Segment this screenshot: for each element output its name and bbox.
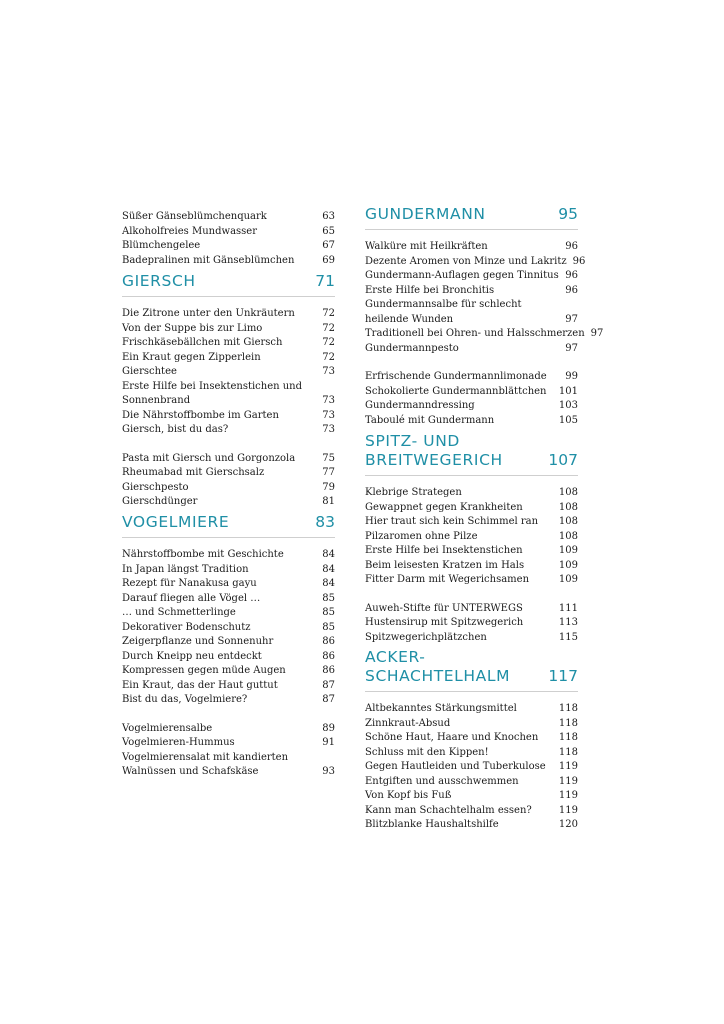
toc-entry[interactable] xyxy=(365,746,578,761)
entry-title: Süßer Gänseblümchenquark xyxy=(122,211,267,222)
toc-entry[interactable] xyxy=(122,423,335,438)
chapter-page-number: 71 xyxy=(315,272,335,290)
entry-title: Gundermannsalbe für schlecht xyxy=(365,299,522,310)
toc-entry[interactable] xyxy=(122,225,335,240)
toc-entry[interactable] xyxy=(365,731,578,746)
toc-entry-group xyxy=(122,452,335,510)
entry-title: Entgiften und ausschwemmen xyxy=(365,775,519,787)
entry-title: Die Nährstoffbombe im Garten xyxy=(122,409,279,421)
entry-page-number: 119 xyxy=(558,804,578,816)
toc-entry[interactable] xyxy=(122,336,335,351)
entry-title: Rheumabad mit Gierschsalz xyxy=(122,467,265,478)
entry-title: Erste Hilfe bei Bronchitis xyxy=(365,284,495,296)
toc-entry[interactable] xyxy=(365,370,578,385)
entry-page-number: 96 xyxy=(565,241,578,252)
entry-page-number: 93 xyxy=(322,766,335,777)
entry-title: Durch Kneipp neu entdeckt xyxy=(122,650,262,662)
chapter-title: VOGELMIERE xyxy=(122,513,230,531)
toc-section-giersch xyxy=(122,272,335,510)
entry-page-number: 118 xyxy=(558,717,578,729)
entry-page-number: 84 xyxy=(322,563,335,575)
entry-title: Altbekanntes Stärkungsmittel xyxy=(365,703,517,714)
entry-page-number: 86 xyxy=(322,665,335,676)
entry-title: Zeigerpflanze und Sonnenuhr xyxy=(122,636,274,647)
entry-title: Darauf fliegen alle Vögel … xyxy=(122,592,261,604)
entry-title: Blitzblanke Haushaltshilfe xyxy=(365,819,499,830)
entry-title: Gewappnet gegen Krankheiten xyxy=(365,501,523,513)
entry-title: Kompressen gegen müde Augen xyxy=(122,665,286,676)
toc-entry[interactable] xyxy=(365,515,578,530)
toc-entry[interactable] xyxy=(365,789,578,804)
toc-entry[interactable] xyxy=(365,804,578,819)
toc-entry[interactable] xyxy=(122,635,335,650)
entry-page-number: 73 xyxy=(322,366,335,377)
entry-title: Erfrischende Gundermannlimonade xyxy=(365,371,547,382)
entry-page-number: 73 xyxy=(322,395,335,406)
entry-title: Pasta mit Giersch und Gorgonzola xyxy=(122,452,296,464)
toc-entry[interactable] xyxy=(365,240,578,255)
toc-entry[interactable] xyxy=(122,577,335,592)
toc-entry[interactable] xyxy=(122,380,335,395)
entry-page-number: 119 xyxy=(558,775,578,787)
toc-entry[interactable] xyxy=(365,631,578,646)
toc-entry[interactable] xyxy=(365,717,578,732)
entry-title: Erste Hilfe bei Insektenstichen und xyxy=(122,380,303,392)
toc-entry[interactable] xyxy=(365,544,578,559)
entry-title: Klebrige Strategen xyxy=(365,487,462,498)
chapter-title: SPITZ- UND BREITWEGERICH xyxy=(365,432,503,469)
entry-title: … und Schmetterlinge xyxy=(122,607,236,618)
entry-title: Gundermannpesto xyxy=(365,342,459,354)
toc-entry[interactable] xyxy=(365,327,604,342)
entry-title: Gierschdünger xyxy=(122,496,198,507)
toc-entry[interactable] xyxy=(122,452,335,467)
toc-entry[interactable] xyxy=(365,818,578,833)
entry-page-number: 73 xyxy=(322,424,335,435)
block-spacer xyxy=(122,708,335,722)
entry-page-number: 75 xyxy=(322,452,335,464)
entry-title: Hustensirup mit Spitzwegerich xyxy=(365,617,524,628)
toc-entry-group xyxy=(365,370,578,428)
toc-entry[interactable] xyxy=(122,765,335,780)
entry-page-number: 77 xyxy=(322,467,335,478)
entry-page-number: 85 xyxy=(322,607,335,618)
entry-page-number: 108 xyxy=(558,530,578,542)
entry-title: Dekorativer Bodenschutz xyxy=(122,621,251,633)
chapter-heading[interactable] xyxy=(122,513,335,538)
entry-title: Kann man Schachtelhalm essen? xyxy=(365,804,532,816)
toc-entry-group xyxy=(365,602,578,646)
entry-title: Traditionell bei Ohren- und Halsschmerzen xyxy=(365,328,585,339)
toc-entry[interactable] xyxy=(365,284,578,299)
entry-page-number: 84 xyxy=(322,549,335,560)
toc-entry-group xyxy=(122,307,335,438)
toc-entry-group xyxy=(122,210,335,268)
entry-title: Vogelmierensalbe xyxy=(122,722,213,734)
entry-page-number: 108 xyxy=(558,516,578,527)
entry-title: Auweh-Stifte für UNTERWEGS xyxy=(365,602,523,614)
toc-entry-group xyxy=(365,240,604,356)
toc-entry-group xyxy=(365,486,578,588)
toc-entry[interactable] xyxy=(122,481,335,496)
toc-entry[interactable] xyxy=(365,269,578,284)
toc-entry[interactable] xyxy=(122,394,335,409)
chapter-page-number: 95 xyxy=(558,205,578,223)
toc-entry[interactable] xyxy=(365,530,578,545)
entry-page-number: 118 xyxy=(558,703,578,714)
entry-page-number: 103 xyxy=(558,400,578,411)
toc-entry[interactable] xyxy=(122,254,335,269)
toc-entry[interactable] xyxy=(122,563,335,578)
entry-page-number: 111 xyxy=(558,602,578,614)
toc-entry[interactable] xyxy=(365,602,578,617)
toc-section-spitz-und-breitwegerich xyxy=(365,432,578,645)
toc-entry[interactable] xyxy=(365,313,578,328)
toc-section-vogelmiere xyxy=(122,513,335,780)
entry-title: Gundermanndressing xyxy=(365,400,475,411)
block-spacer xyxy=(365,356,578,370)
entry-title: Frischkäsebällchen mit Giersch xyxy=(122,337,283,348)
toc-entry-group xyxy=(122,722,335,780)
chapter-page-number: 107 xyxy=(548,451,578,469)
toc-entry[interactable] xyxy=(122,548,335,563)
chapter-title: GUNDERMANN xyxy=(365,205,486,223)
entry-page-number: 81 xyxy=(322,496,335,507)
entry-title: Schluss mit den Kippen! xyxy=(365,746,489,758)
entry-page-number: 120 xyxy=(558,819,578,830)
toc-entry[interactable] xyxy=(365,414,578,429)
entry-page-number: 85 xyxy=(322,621,335,633)
toc-entry[interactable] xyxy=(122,592,335,607)
entry-page-number: 119 xyxy=(558,761,578,772)
entry-title: heilende Wunden xyxy=(365,313,454,325)
entry-title: Walnüssen und Schafskäse xyxy=(122,766,259,777)
entry-page-number: 97 xyxy=(590,328,604,339)
entry-page-number: 97 xyxy=(565,313,578,325)
toc-entry[interactable] xyxy=(122,606,335,621)
toc-entry[interactable] xyxy=(365,559,578,574)
entry-page-number: 63 xyxy=(322,211,335,222)
chapter-heading[interactable] xyxy=(365,432,578,476)
entry-page-number: 115 xyxy=(558,631,578,643)
toc-entry-group xyxy=(365,702,578,833)
entry-page-number: 65 xyxy=(322,225,335,237)
toc-entry[interactable] xyxy=(365,399,578,414)
toc-entry[interactable] xyxy=(122,322,335,337)
entry-page-number: 72 xyxy=(322,308,335,319)
entry-page-number: 96 xyxy=(572,255,586,267)
entry-title: Pilzaromen ohne Pilze xyxy=(365,530,478,542)
entry-title: Gegen Hautleiden und Tuberkulose xyxy=(365,761,546,772)
entry-title: Ein Kraut, das der Haut guttut xyxy=(122,679,278,691)
toc-entry-group xyxy=(122,548,335,708)
entry-title: Erste Hilfe bei Insektenstichen xyxy=(365,545,523,556)
toc-entry[interactable] xyxy=(122,621,335,636)
entry-title: Die Zitrone unter den Unkräutern xyxy=(122,308,295,319)
toc-entry[interactable] xyxy=(365,486,578,501)
block-spacer xyxy=(122,438,335,452)
entry-title: Sonnenbrand xyxy=(122,395,191,406)
toc-entry[interactable] xyxy=(365,255,586,270)
toc-entry[interactable] xyxy=(122,239,335,254)
entry-title: Walküre mit Heilkräften xyxy=(365,241,488,252)
toc-entry[interactable] xyxy=(365,702,578,717)
toc-section-gundermann xyxy=(365,205,604,428)
toc-entry[interactable] xyxy=(122,722,335,737)
entry-page-number: 91 xyxy=(322,737,335,748)
entry-page-number: 118 xyxy=(558,746,578,758)
entry-page-number: 86 xyxy=(322,636,335,647)
toc-entry[interactable] xyxy=(365,775,578,790)
entry-page-number: 109 xyxy=(558,574,578,585)
entry-title: Gierschtee xyxy=(122,366,177,377)
entry-title: Schokolierte Gundermannblättchen xyxy=(365,385,547,397)
chapter-title: GIERSCH xyxy=(122,272,196,290)
entry-page-number: 113 xyxy=(558,617,578,628)
entry-title: Blümchengelee xyxy=(122,240,201,251)
entry-title: Spitzwegerichplätzchen xyxy=(365,631,487,643)
toc-entry[interactable] xyxy=(122,307,335,322)
toc-entry[interactable] xyxy=(122,736,335,751)
entry-page-number: 87 xyxy=(322,694,335,705)
entry-page-number: 86 xyxy=(322,650,335,662)
entry-title: Giersch, bist du das? xyxy=(122,424,229,435)
entry-title: Von der Suppe bis zur Limo xyxy=(122,322,263,334)
entry-title: Von Kopf bis Fuß xyxy=(365,790,452,801)
entry-title: Bist du das, Vogelmiere? xyxy=(122,694,248,705)
toc-entry[interactable] xyxy=(122,693,335,708)
entry-page-number: 72 xyxy=(322,322,335,334)
entry-title: Schöne Haut, Haare und Knochen xyxy=(365,732,539,743)
entry-title: Zinnkraut-Absud xyxy=(365,717,451,729)
entry-title: Ein Kraut gegen Zipperlein xyxy=(122,351,261,363)
toc-entry[interactable] xyxy=(365,501,578,516)
entry-page-number: 69 xyxy=(322,254,335,266)
entry-page-number: 109 xyxy=(558,559,578,571)
toc-entry[interactable] xyxy=(122,664,335,679)
entry-page-number: 96 xyxy=(565,270,578,281)
entry-title: Vogelmierensalat mit kandierten xyxy=(122,751,289,763)
toc-section-acker-schachtelhalm xyxy=(365,648,578,833)
toc-entry[interactable] xyxy=(122,495,335,510)
toc-entry[interactable] xyxy=(365,616,578,631)
toc-entry[interactable] xyxy=(122,679,335,694)
toc-entry[interactable] xyxy=(365,760,578,775)
entry-title: Dezente Aromen von Minze und Lakritz xyxy=(365,255,567,267)
toc-entry[interactable] xyxy=(365,298,578,313)
entry-title: Beim leisesten Kratzen im Hals xyxy=(365,559,525,571)
chapter-heading[interactable] xyxy=(122,272,335,297)
entry-page-number: 72 xyxy=(322,337,335,348)
toc-entry[interactable] xyxy=(122,210,335,225)
entry-page-number: 118 xyxy=(558,732,578,743)
chapter-heading[interactable] xyxy=(365,648,578,692)
entry-title: Gierschpesto xyxy=(122,481,189,493)
entry-page-number: 72 xyxy=(322,351,335,363)
entry-title: Vogelmieren-Hummus xyxy=(122,737,235,748)
entry-page-number: 119 xyxy=(558,790,578,801)
chapter-heading[interactable] xyxy=(365,205,578,230)
entry-title: Rezept für Nanakusa gayu xyxy=(122,578,257,589)
toc-entry[interactable] xyxy=(122,409,335,424)
toc-entry[interactable] xyxy=(365,573,578,588)
entry-page-number: 85 xyxy=(322,592,335,604)
entry-page-number: 97 xyxy=(565,342,578,354)
entry-title: In Japan längst Tradition xyxy=(122,563,249,575)
entry-title: Badepralinen mit Gänseblümchen xyxy=(122,254,295,266)
entry-title: Gundermann-Auflagen gegen Tinnitus xyxy=(365,270,559,281)
entry-title: Taboulé mit Gundermann xyxy=(365,414,495,426)
block-spacer xyxy=(365,588,578,602)
chapter-title: ACKER- SCHACHTELHALM xyxy=(365,648,511,685)
toc-entry[interactable] xyxy=(122,365,335,380)
entry-page-number: 79 xyxy=(322,481,335,493)
entry-page-number: 108 xyxy=(558,501,578,513)
chapter-page-number: 83 xyxy=(315,513,335,531)
entry-page-number: 105 xyxy=(558,414,578,426)
entry-page-number: 96 xyxy=(565,284,578,296)
toc-entry[interactable] xyxy=(122,466,335,481)
toc-entry[interactable] xyxy=(122,650,335,665)
chapter-page-number: 117 xyxy=(548,667,578,685)
entry-title: Fitter Darm mit Wegerichsamen xyxy=(365,574,530,585)
entry-title: Hier traut sich kein Schimmel ran xyxy=(365,516,539,527)
entry-page-number: 108 xyxy=(558,487,578,498)
toc-section-continued xyxy=(122,210,335,268)
entry-page-number: 73 xyxy=(322,409,335,421)
entry-page-number: 84 xyxy=(322,578,335,589)
toc-entry[interactable] xyxy=(122,751,335,766)
toc-entry[interactable] xyxy=(122,351,335,366)
entry-page-number: 109 xyxy=(558,545,578,556)
toc-entry[interactable] xyxy=(365,342,578,357)
entry-page-number: 67 xyxy=(322,240,335,251)
toc-entry[interactable] xyxy=(365,385,578,400)
entry-title: Alkoholfreies Mundwasser xyxy=(122,225,257,237)
entry-page-number: 87 xyxy=(322,679,335,691)
entry-page-number: 101 xyxy=(558,385,578,397)
entry-title: Nährstoffbombe mit Geschichte xyxy=(122,549,284,560)
entry-page-number: 89 xyxy=(322,722,335,734)
entry-page-number: 99 xyxy=(565,371,578,382)
